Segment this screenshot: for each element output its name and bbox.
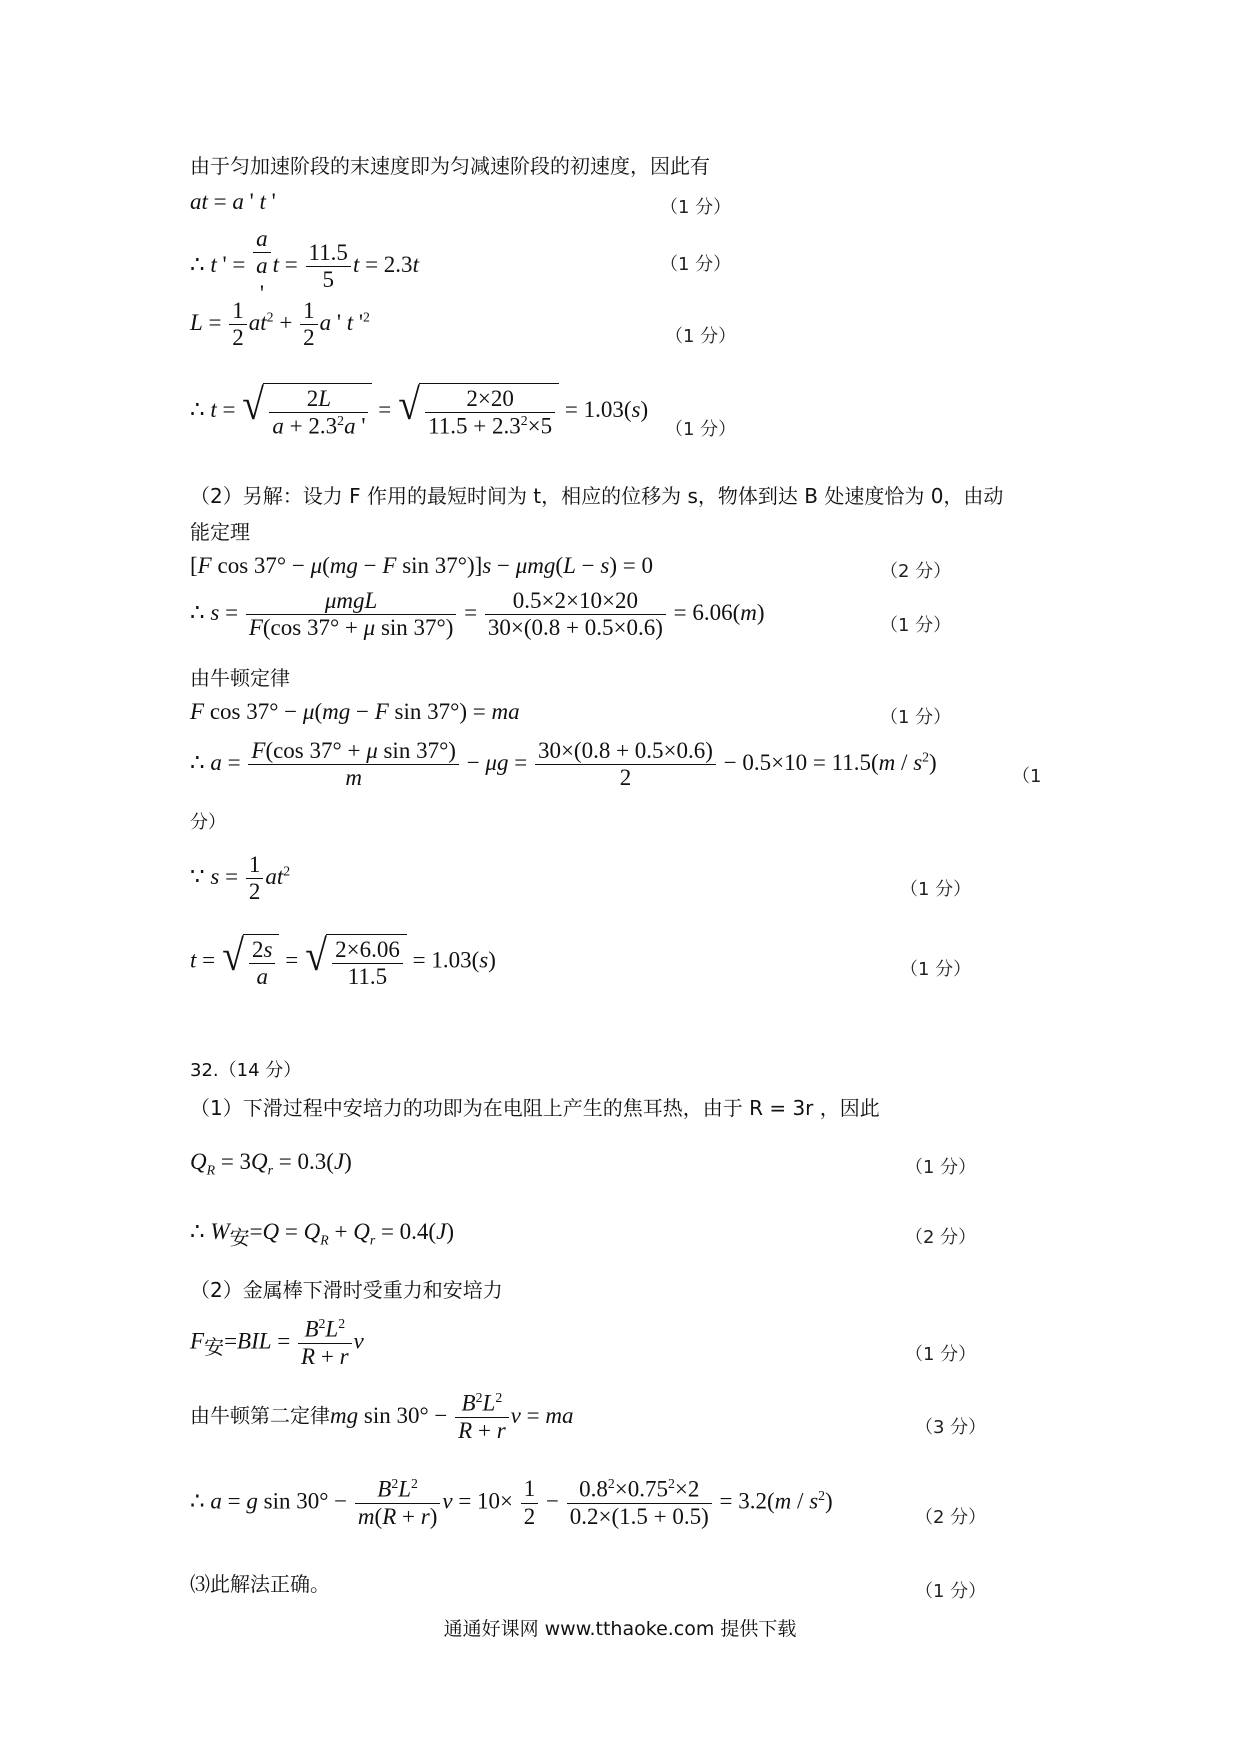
equation-displacement: ∴ s = $\frac{\text{μmgL}}{\text{F(cos 37° + μ sin 37°)}}$ = $\frac{0.5\times 2\times 10\times 20}{30\times(0.8 + 0.5\times 0.6)}$ = 6.06(m) bbox=[190, 588, 765, 641]
score-8: （1 bbox=[1012, 766, 1042, 787]
equation-heat-r: $Q_R = 3Q_r = 0.3(J)$ bbox=[190, 1149, 352, 1178]
score-3: （1 分） bbox=[665, 326, 737, 347]
equation-time-alt: t = √ $\frac{2s}{a}$ = √ $\frac{2\times 6.06}{11.5}$ = 1.03(s) bbox=[190, 931, 496, 990]
score-2: （1 分） bbox=[660, 254, 732, 275]
newton-law-text: 由牛顿定律 bbox=[190, 666, 290, 690]
equation-acceleration-32: ∴ a = g sin 30° − $\frac{B^2L^2}{m(R + r)}$ v = 10× $\frac{1}{2}$ − $\frac{0.8^2\times 0.75^2\times 2}{0.2\times(1.5 + 0.5)}$ = $3.2(m / s^2)$ bbox=[190, 1476, 833, 1530]
score-16: （1 分） bbox=[915, 1581, 987, 1602]
equation-ampere-force: $F_安=BIL$ = $\frac{B^2L^2}{R + r}$ v bbox=[190, 1316, 364, 1370]
equation-time-result: ∴ t = √ $\frac{2L}{a + 2.3^2a '}$ = √ $\frac{2\times 20}{11.5 + 2.3^2\times 5}$ = 1.03(s) bbox=[190, 380, 649, 440]
equation-s-kinematic: ∵ s = $\frac{1}{2}$ $at^2$ bbox=[190, 852, 291, 905]
equation-acceleration: ∴ a = $\frac{\text{F(cos 37° + μ sin 37°)}}{m}$ − μg = $\frac{30\times(0.8 + 0.5\times 0.6)}{2}$ − $0.5\times 10 = 11.5(m / s^2)$ bbox=[190, 738, 937, 791]
score-9: （1 分） bbox=[900, 879, 972, 900]
equation-ampere-work: ∴ $W_安=Q = Q_R + Q_r = 0.4(J)$ bbox=[190, 1219, 454, 1250]
score-12: （2 分） bbox=[905, 1227, 977, 1248]
score-14: （3 分） bbox=[915, 1417, 987, 1438]
score-6: （1 分） bbox=[880, 615, 952, 636]
equation-work-energy: [F cos 37° − μ(mg − F sin 37°)]s − μmg(L − s) = 0 bbox=[190, 553, 653, 578]
score-13: （1 分） bbox=[905, 1344, 977, 1365]
newton-second-line: 由牛顿第二定律mg sin 30° − $\frac{B^2L^2}{R + r}$ v = ma bbox=[190, 1390, 574, 1444]
equation-velocity-match: at = a ' t ' bbox=[190, 189, 276, 214]
score-7: （1 分） bbox=[880, 707, 952, 728]
score-11: （1 分） bbox=[905, 1157, 977, 1178]
equation-distance: L = $\frac{1}{2}$ $at^2$ + $\frac{1}{2}$ a ' t '$^2$ bbox=[190, 298, 370, 351]
score-10: （1 分） bbox=[900, 959, 972, 980]
intro-text: 由于匀加速阶段的末速度即为匀减速阶段的初速度，因此有 bbox=[190, 154, 710, 178]
equation-newton: F cos 37° − μ(mg − F sin 37°) = ma bbox=[190, 699, 520, 724]
question-32-part1: （1）下滑过程中安培力的功即为在电阻上产生的焦耳热，由于 R = 3r ，因此 bbox=[190, 1096, 880, 1120]
score-15: （2 分） bbox=[915, 1507, 987, 1528]
question-32-part3: ⑶此解法正确。 bbox=[190, 1572, 330, 1596]
question-32-part2: （2）金属棒下滑时受重力和安培力 bbox=[190, 1278, 503, 1302]
footer-text: 通通好课网 www.tthaoke.com 提供下载 bbox=[443, 1618, 797, 1640]
newton-second-text: 由牛顿第二定律 bbox=[190, 1403, 330, 1428]
alt-solution-text-cont: 能定理 bbox=[190, 520, 250, 544]
score-8-wrap: 分） bbox=[190, 812, 226, 833]
alt-solution-text: （2）另解：设力 F 作用的最短时间为 t，相应的位移为 s，物体到达 B 处速度恰为 0，由动 bbox=[190, 484, 1004, 508]
score-5: （2 分） bbox=[880, 561, 952, 582]
score-1: （1 分） bbox=[660, 197, 732, 218]
score-4: （1 分） bbox=[665, 419, 737, 440]
question-32-title: 32.（14 分） bbox=[190, 1060, 302, 1081]
equation-t-prime: ∴ t ' = a a 't = $\frac{11.5}{5}$ t = 2.3t bbox=[190, 226, 419, 306]
